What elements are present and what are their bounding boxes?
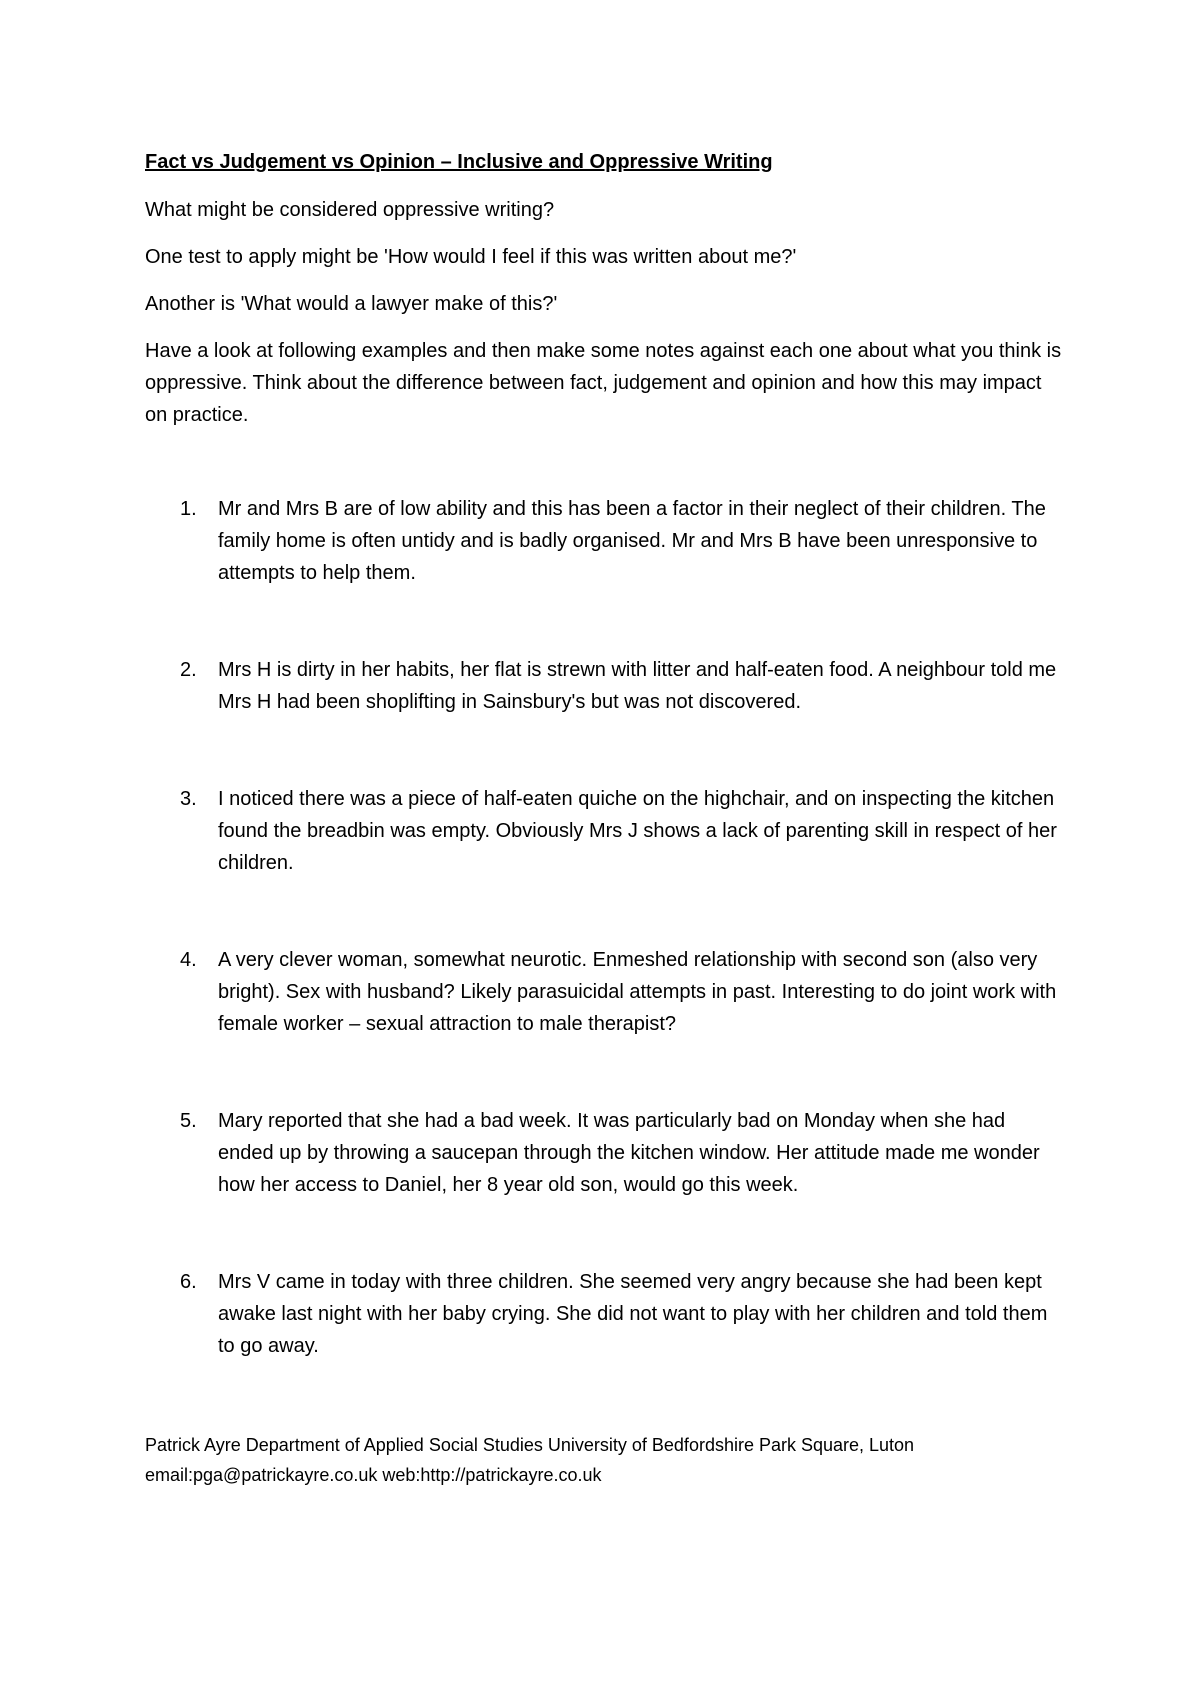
footer-address: Patrick Ayre Department of Applied Social Studies University of Bedfordshire Park Square, Luton xyxy=(145,1435,915,1455)
example-item-1 xyxy=(145,493,1065,589)
example-text: A very clever woman, somewhat neurotic. Enmeshed relationship with second son (also very bright). Sex with husband? Likely parasuicidal attempts in past. Interesting to do joint work with female worker – sexual attraction to male therapist? xyxy=(218,949,1057,1035)
example-number: 3. xyxy=(180,788,197,810)
example-number: 4. xyxy=(180,949,197,971)
footer-contact: email:pga@patrickayre.co.uk web:http://patrickayre.co.uk xyxy=(145,1465,602,1485)
document-footer xyxy=(145,1430,1065,1490)
intro-question: What might be considered oppressive writing? xyxy=(145,199,555,221)
intro-instructions: Have a look at following examples and then make some notes against each one about what you think is oppressive. Think about the difference between fact, judgement and opinion and how this may impact on practice. xyxy=(145,340,1062,426)
example-number: 6. xyxy=(180,1271,197,1293)
example-number: 1. xyxy=(180,498,197,520)
example-item-3 xyxy=(145,783,1065,879)
example-number: 5. xyxy=(180,1110,197,1132)
intro-test-two: Another is 'What would a lawyer make of this?' xyxy=(145,293,558,315)
example-number: 2. xyxy=(180,659,197,681)
example-item-6 xyxy=(145,1266,1065,1362)
document-page xyxy=(145,148,1065,1490)
example-text: I noticed there was a piece of half-eaten quiche on the highchair, and on inspecting the kitchen found the breadbin was empty. Obviously Mrs J shows a lack of parenting skill in respect of her children. xyxy=(218,788,1057,874)
example-text: Mary reported that she had a bad week. It was particularly bad on Monday when she had ended up by throwing a saucepan through the kitchen window. Her attitude made me wonder how her access to Daniel, her 8 year old son, would go this week. xyxy=(218,1110,1040,1196)
example-item-5 xyxy=(145,1105,1065,1201)
document-title: Fact vs Judgement vs Opinion – Inclusive and Oppressive Writing xyxy=(145,151,773,173)
example-item-4 xyxy=(145,944,1065,1040)
example-text: Mr and Mrs B are of low ability and this has been a factor in their neglect of their children. The family home is often untidy and is badly organised. Mr and Mrs B have been unresponsive to attempts to help them. xyxy=(218,498,1046,584)
examples-list xyxy=(145,493,1065,1362)
example-text: Mrs H is dirty in her habits, her flat is strewn with litter and half-eaten food. A neighbour told me Mrs H had been shoplifting in Sainsbury's but was not discovered. xyxy=(218,659,1057,713)
example-text: Mrs V came in today with three children. She seemed very angry because she had been kept awake last night with her baby crying. She did not want to play with her children and told them to go away. xyxy=(218,1271,1048,1357)
intro-test-one: One test to apply might be 'How would I feel if this was written about me?' xyxy=(145,246,797,268)
example-item-2 xyxy=(145,654,1065,718)
